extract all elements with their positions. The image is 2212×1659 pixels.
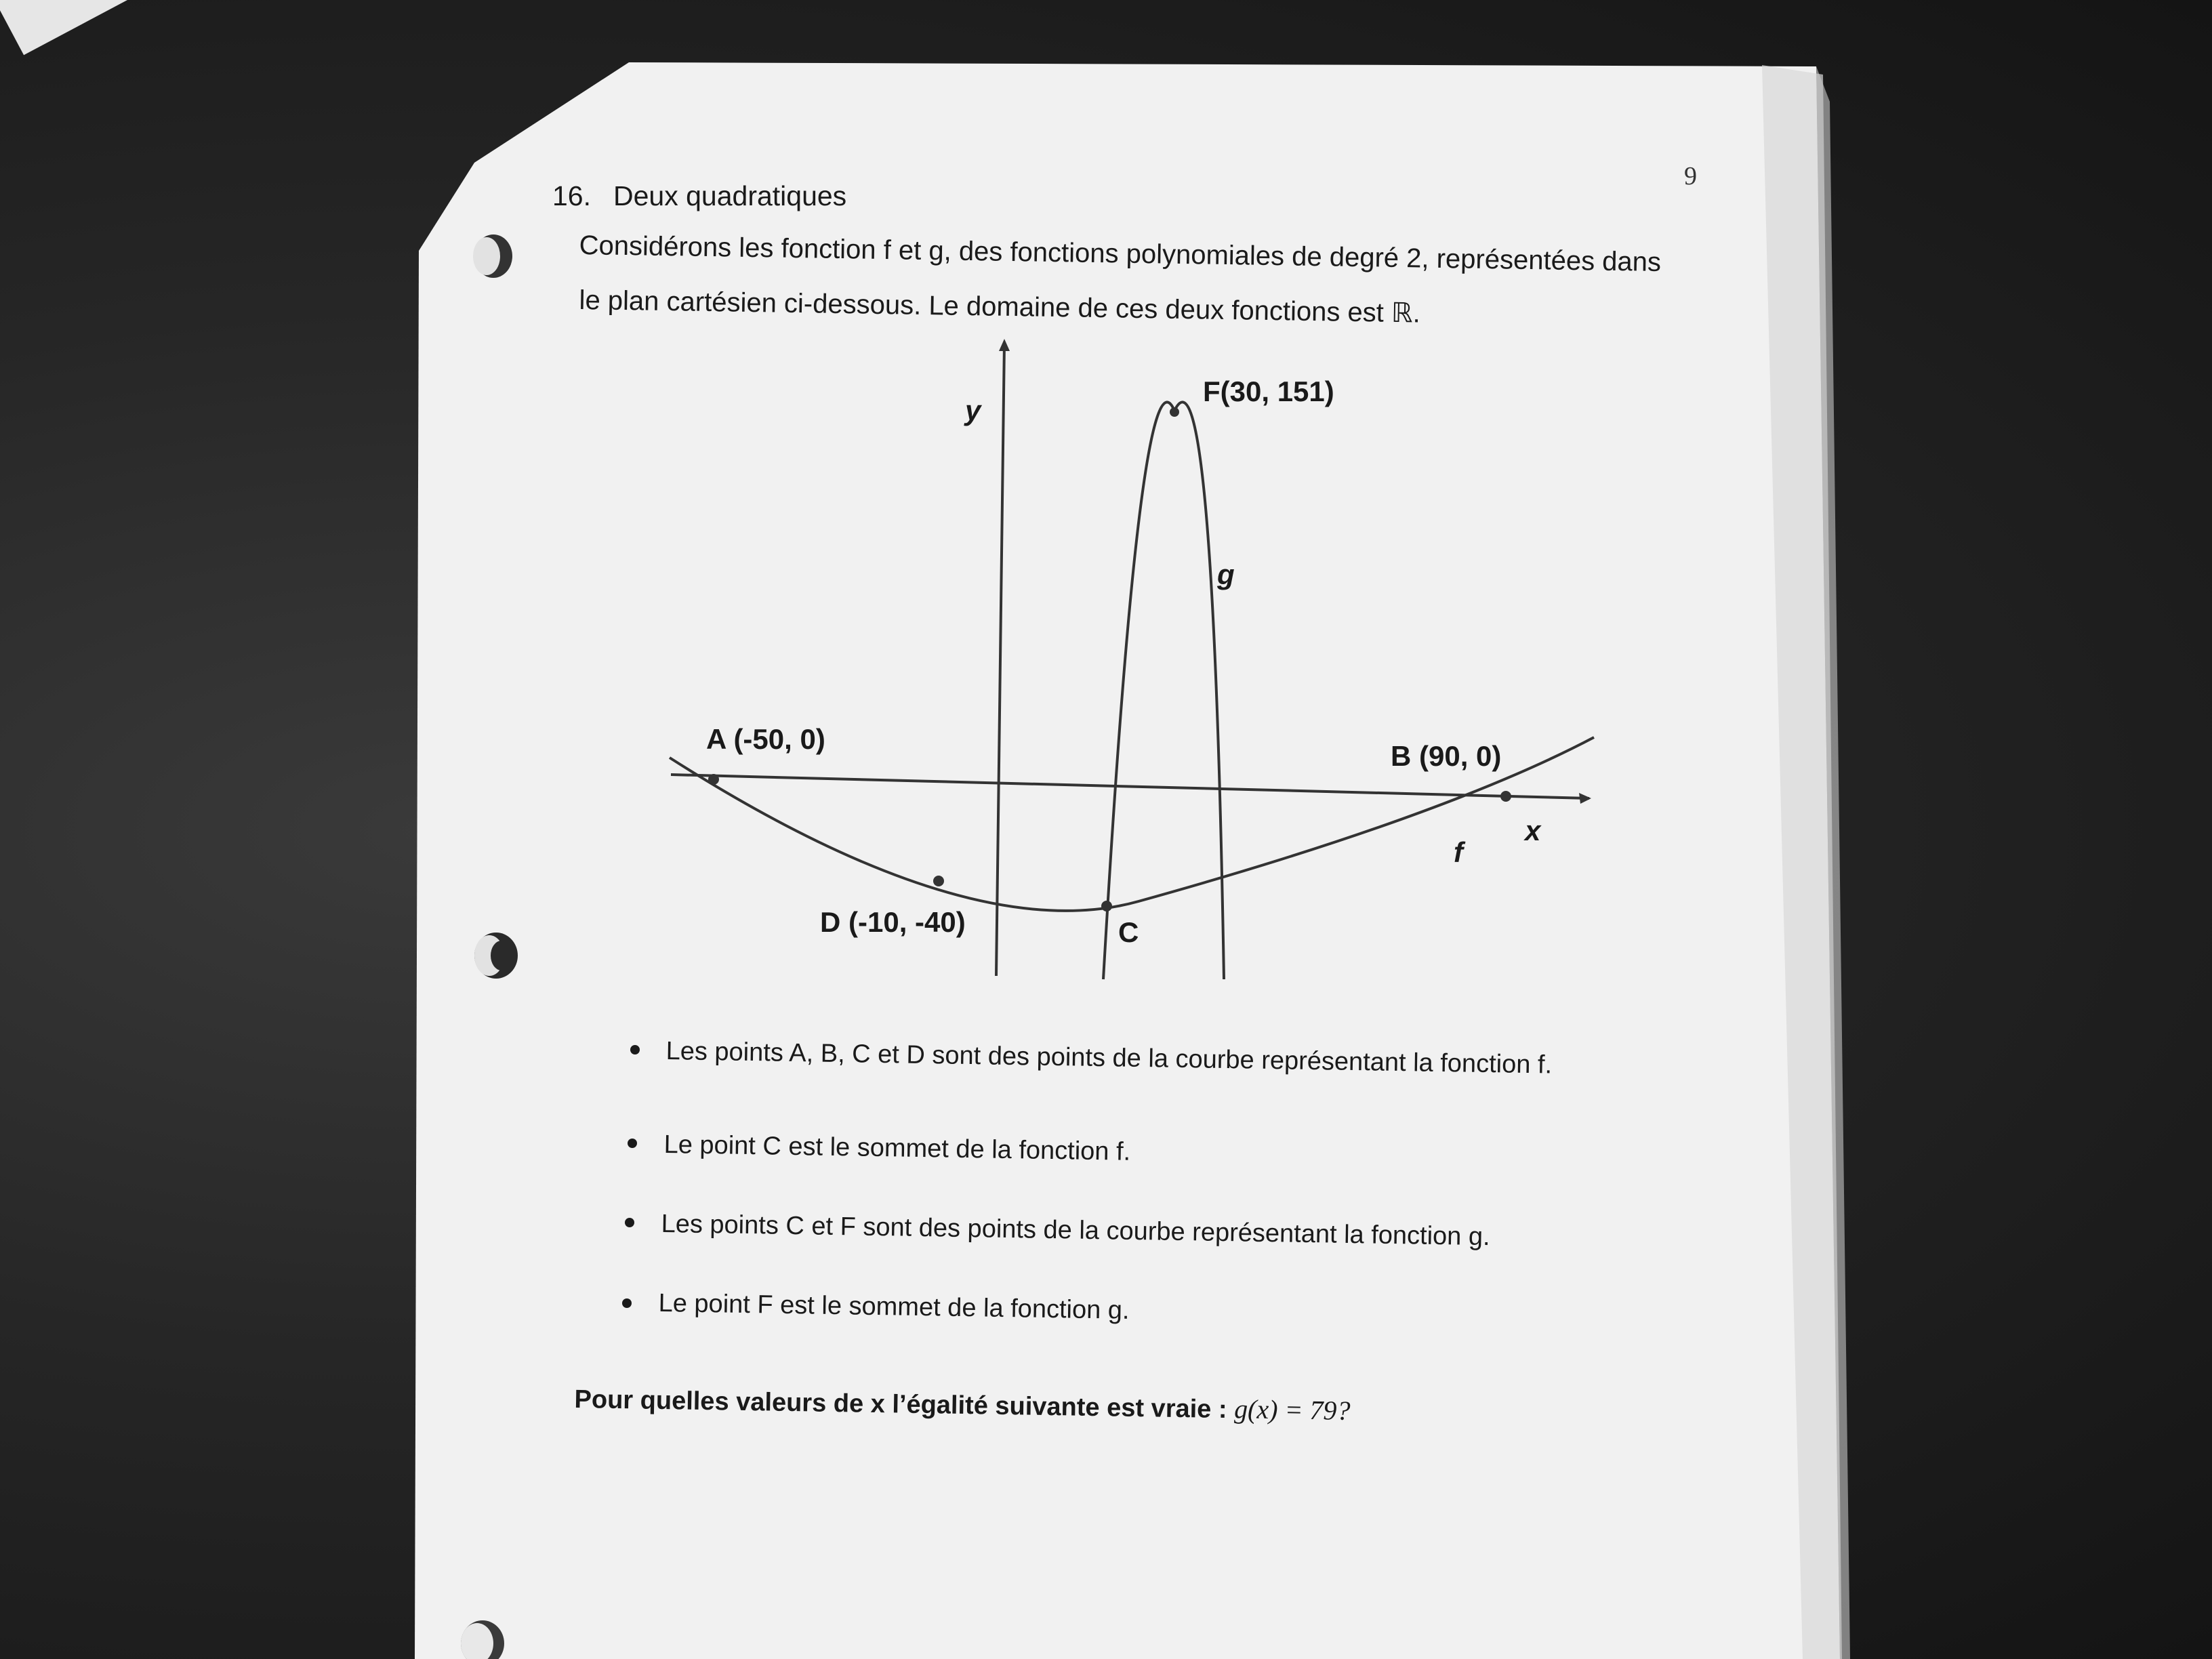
bullet-item-2: Le point C est le sommet de la fonction f. (663, 1130, 1131, 1166)
question-equation: g(x) = 79? (1233, 1393, 1351, 1426)
bullet-item-3: Les points C et F sont des points de la courbe représentant la fonction g. (661, 1210, 1490, 1252)
point-d-dot (933, 876, 944, 886)
axis-y-label: y (965, 394, 981, 426)
question-prompt-text: Pour quelles valeurs de x l’égalité suivante est vraie : (574, 1385, 1235, 1425)
bullet-dot-4 (622, 1298, 632, 1308)
point-a-label: A (-50, 0) (706, 723, 825, 755)
curve-f-label: f (1454, 836, 1463, 868)
bullet-dot-2 (628, 1139, 637, 1148)
bullet-dot-1 (630, 1045, 640, 1054)
point-f-label: F(30, 151) (1203, 375, 1334, 407)
bullet-dot-3 (625, 1218, 634, 1227)
point-c-dot (1101, 901, 1112, 912)
bullet-item-1: Les points A, B, C et D sont des points de la courbe représentant la fonction f. (665, 1037, 1553, 1080)
page-number: 9 (1684, 162, 1697, 190)
axis-x-label: x (1525, 815, 1541, 846)
bullet-item-4: Le point F est le sommet de la fonction g. (658, 1289, 1130, 1325)
curve-g (1103, 402, 1224, 979)
point-f-dot (1170, 407, 1179, 417)
question-number: 16. (552, 180, 591, 211)
y-axis-arrow (999, 339, 1010, 351)
point-a-dot (708, 774, 719, 785)
x-axis (671, 775, 1589, 798)
question-title: Deux quadratiques (613, 180, 847, 211)
point-b-dot (1500, 791, 1511, 802)
curve-g-label: g (1217, 558, 1235, 590)
x-axis-arrow (1579, 793, 1591, 804)
intro-line-2: le plan cartésien ci-dessous. Le domaine de ces deux fonctions est ℝ. (579, 285, 1421, 329)
y-axis (996, 342, 1004, 976)
point-d-label: D (-10, -40) (820, 906, 966, 938)
point-c-label: C (1118, 916, 1139, 948)
intro-line-1: Considérons les fonction f et g, des fonctions polynomiales de degré 2, représentées dans (579, 230, 1662, 278)
point-b-label: B (90, 0) (1391, 740, 1502, 772)
